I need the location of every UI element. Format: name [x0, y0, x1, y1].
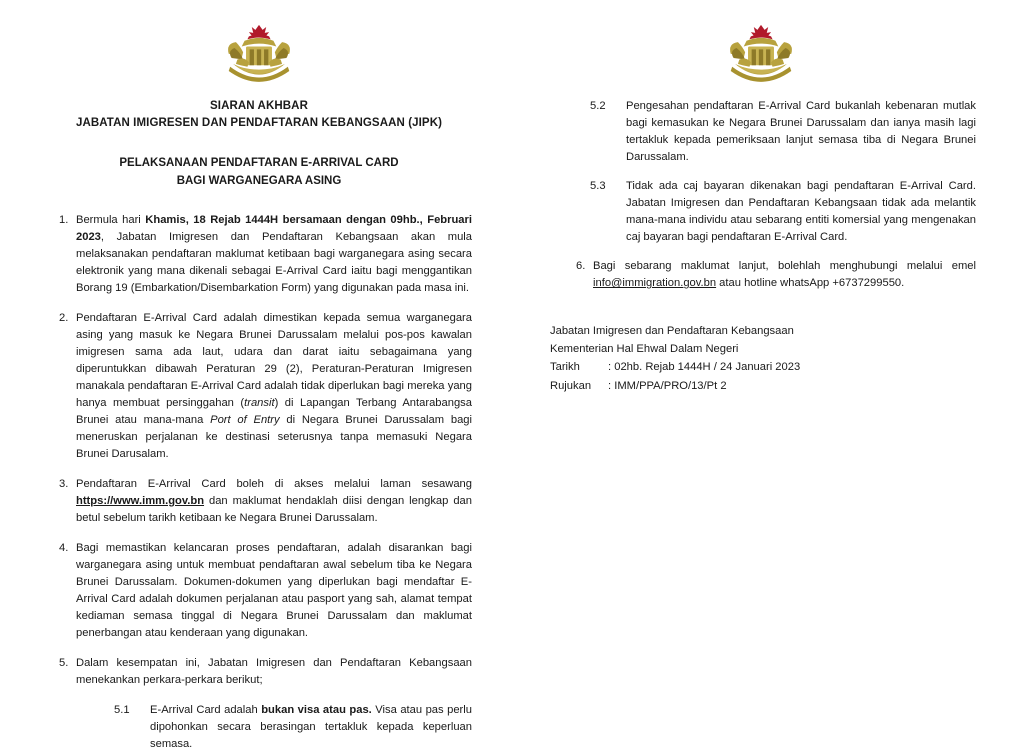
- list-item-number: 2.: [59, 311, 69, 324]
- para2-part3: di Negara Brunei Darussalam bagi meneruskan perjalanan ke destinasi seterusnya tanpa memasuki Negara Brunei Darusalam.: [76, 414, 472, 461]
- para1-pre: Bermula hari: [76, 213, 146, 226]
- list-item: [546, 258, 976, 292]
- signoff-ministry: Kementerian Hal Ehwal Dalam Negeri: [550, 343, 739, 356]
- para3-part1: Pendaftaran E-Arrival Card boleh di akses melalui laman sesawang: [76, 478, 472, 491]
- sub-list-item-number: 5.2: [590, 100, 606, 112]
- signoff-ref-row: [550, 377, 976, 395]
- para1-bold: Khamis, 18 Rejab 1444H bersamaan dengan 09hb., Februari 2023: [76, 213, 472, 243]
- list-item-number: 1.: [59, 213, 69, 226]
- signoff-department: Jabatan Imigresen dan Pendaftaran Kebangsaan: [550, 325, 794, 338]
- sub-list-item: [46, 702, 472, 753]
- signoff-date-row: [550, 358, 976, 376]
- list-item-body: Bagi memastikan kelancaran proses pendaftaran, adalah disarankan bagi warganegara asing untuk membuat pendaftaran awal sebelum tiba ke Negara Brunei Darussalam. Dokumen-dokumen yang diperlukan bagi mendaftar E-Arrival Card adalah dokumen perjalanan atau pasport yang sah, alamat tempat kediaman semasa tinggal di Negara Brunei Darussalam dan maklumat penerbangan atau kenderaan yang digunakan.: [76, 542, 472, 640]
- list-item: [46, 476, 472, 527]
- list-item: [46, 310, 472, 463]
- para51-part1: E-Arrival Card adalah: [150, 704, 262, 717]
- list-item-number: 4.: [59, 542, 69, 555]
- list-item-number: 6.: [576, 260, 586, 273]
- para2-italic2: Port of Entry: [210, 414, 280, 427]
- list-item-body: [76, 212, 472, 297]
- list-item-number: 5.: [59, 657, 69, 670]
- para1-post: , Jabatan Imigresen dan Pendaftaran Kebangsaan akan mula melaksanakan pendaftaran maklumat ketibaan bagi warganegara asing secara elektronik yang mana dikenali sebagai E-Arrival Card iaitu bagi menggantikan Borang 19 (Embarkation/Disembarkation Form) yang digunakan pada masa ini.: [76, 230, 472, 294]
- signoff-date-label: Tarikh: [550, 361, 580, 374]
- press-release-subheading: [46, 155, 472, 190]
- list-item-body: [76, 476, 472, 527]
- sub-list-item: [546, 178, 976, 246]
- heading-line-1: SIARAN AKHBAR: [210, 100, 308, 112]
- left-column: [0, 0, 512, 751]
- signoff-date-value: : 02hb. Rejab 1444H / 24 Januari 2023: [608, 361, 801, 374]
- sub-list-item-body: Tidak ada caj bayaran dikenakan bagi pendaftaran E-Arrival Card. Jabatan Imigresen dan Pendaftaran Kebangsaan tidak ada melantik mana-mana individu atau sebarang entiti komersial yang mengenakan caj bayaran bagi pendaftaran E-Arrival Card.: [626, 180, 976, 244]
- sub-list-item-number: 5.3: [590, 180, 606, 193]
- para51-bold: bukan visa atau pas.: [261, 704, 372, 717]
- para2-part1: Pendaftaran E-Arrival Card adalah dimestikan kepada semua warganegara asing yang masuk ke Negara Brunei Darussalam melalui pos-pos kawalan imigresen sama ada laut, udara dan darat iaitu sebagaimana yang diperuntukkan dibawah Peraturan 29 (2), Peraturan-Peraturan Imigresen manakala pendaftaran E-Arrival Card adalah tidak diperlukan bagi mereka yang hanya membuat persinggahan (: [76, 311, 472, 409]
- para51-part2: Visa atau pas perlu dipohonkan secara berasingan tertakluk kepada keperluan semasa.: [150, 704, 472, 751]
- sub-list-item: [546, 98, 976, 166]
- heading-line-2: JABATAN IMIGRESEN DAN PENDAFTARAN KEBANGSAAN (JIPK): [75, 116, 443, 129]
- para3-part2: dan maklumat hendaklah diisi dengan lengkap dan betul sebelum tarikh ketibaan ke Negara Brunei Darussalam.: [76, 495, 472, 525]
- para2-italic1: transit: [244, 397, 275, 409]
- list-item: [46, 540, 472, 642]
- numbered-list-continued: [546, 98, 976, 292]
- crest-container-right: [546, 22, 976, 84]
- subheading-line-2: BAGI WARGANEGARA ASING: [176, 174, 342, 187]
- subheading-line-1: PELAKSANAAN PENDAFTARAN E-ARRIVAL CARD: [119, 157, 399, 170]
- list-item: [46, 212, 472, 297]
- list-item-body: [593, 258, 976, 292]
- press-release-heading: [46, 98, 472, 131]
- sub-list: [46, 702, 472, 753]
- para2-part2: ) di Lapangan Terbang Antarabangsa Brunei atau mana-mana: [76, 397, 472, 427]
- crest-container-left: [46, 22, 472, 84]
- list-item: [46, 655, 472, 689]
- imm-website-link[interactable]: https://www.imm.gov.bn: [76, 495, 205, 508]
- contact-email-link[interactable]: info@immigration.gov.bn: [593, 277, 717, 290]
- right-column: [512, 0, 1024, 644]
- signoff-ref-label: Rujukan: [550, 379, 592, 392]
- para6-part1: Bagi sebarang maklumat lanjut, bolehlah menghubungi melalui emel: [593, 260, 976, 273]
- list-item-number: 3.: [59, 478, 69, 491]
- list-item-body: Dalam kesempatan ini, Jabatan Imigresen dan Pendaftaran Kebangsaan menekankan perkara-perkara berikut;: [76, 657, 472, 687]
- brunei-crest-icon: [215, 22, 303, 84]
- sub-list-item-body: Pengesahan pendaftaran E-Arrival Card bukanlah kebenaran mutlak bagi kemasukan ke Negara Brunei Darussalam dan ianya masih lagi tertakluk kepada pemeriksaan lanjut semasa tiba di Negara Brunei Darussalam.: [626, 100, 976, 164]
- para6-part2: atau hotline whatsApp +6737299550.: [716, 277, 905, 290]
- signoff-ref-value: : IMM/PPA/PRO/13/Pt 2: [608, 379, 727, 392]
- brunei-crest-icon: [717, 22, 805, 84]
- list-item-body: [76, 310, 472, 463]
- sub-list-item-body: [150, 702, 472, 753]
- numbered-list: [46, 212, 472, 753]
- sub-list-item-number: 5.1: [114, 704, 130, 717]
- signoff-block: [546, 322, 976, 395]
